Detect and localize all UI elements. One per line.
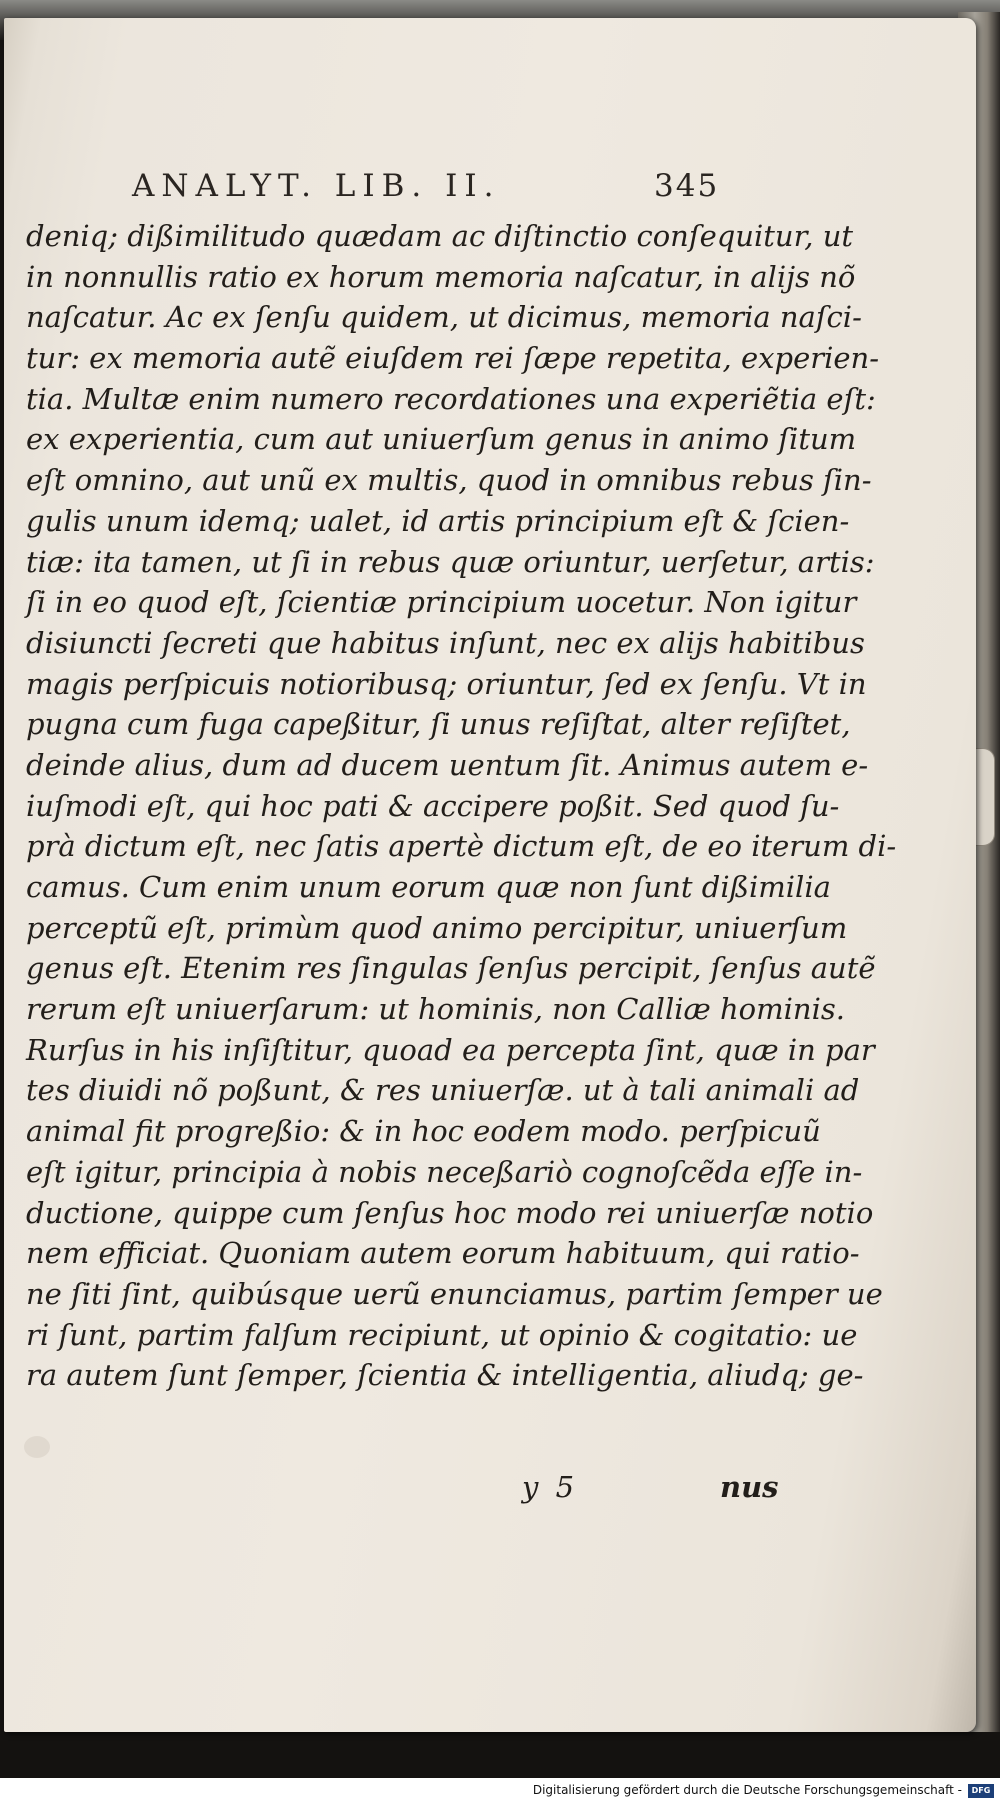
text-line: ne ſiti ſint, quibúsque uerũ enunciamus, partim ſemper ue [26,1276,883,1311]
text-line: ri ſunt, partim falſum recipiunt, ut opinio & cogitatio: ue [26,1317,858,1352]
book-page [4,18,976,1732]
text-line: deinde alius, dum ad ducem uentum ſit. Animus autem e- [26,747,869,782]
text-line: tur: ex memoria autẽ eiuſdem rei ſæpe repetita, experien- [26,341,880,376]
text-line: tia. Multæ enim numero recordationes una experiẽtia eſt: [26,381,876,416]
text-line: ra autem ſunt ſemper, ſcientia & intelligentia, aliudq; ge- [26,1358,864,1393]
body-text [26,216,897,1396]
text-line: gulis unum idemq; ualet, id artis principium eſt & ſcien- [26,503,850,538]
text-line: in nonnullis ratio ex horum memoria naſcatur, in alijs nõ [26,259,856,294]
text-line: prà dictum eſt, nec ſatis apertè dictum eſt, de eo iterum di- [26,829,897,864]
text-line: naſcatur. Ac ex ſenſu quidem, ut dicimus, memoria naſci- [26,300,862,335]
text-line: pugna cum fuga capeßitur, ſi unus reſiſtat, alter reſiſtet, [26,707,851,742]
running-title: ANALYT. LIB. II. [132,168,501,204]
text-line: rerum eſt uniuerſarum: ut hominis, non Calliæ hominis. [26,992,845,1027]
text-line: ductione, quippe cum ſenſus hoc modo rei uniuerſæ notio [26,1195,874,1230]
text-line: ex experientia, cum aut uniuerſum genus in animo ſitum [26,422,857,457]
text-line: deniq; dißimilitudo quædam ac diſtinctio conſequitur, ut [26,219,854,253]
text-line: animal fit progreßio: & in hoc eodem modo. perſpicuũ [26,1114,821,1149]
catchword: nus [720,1470,779,1504]
text-line: tes diuidi nõ poßunt, & res uniuerſæ. ut à tali animali ad [26,1073,860,1108]
paper-stain [24,1436,50,1458]
text-line: magis perſpicuis notioribusq; oriuntur, ſed ex ſenſu. Vt in [26,666,867,701]
text-line: tiæ: ita tamen, ut ſi in rebus quæ oriuntur, uerſetur, artis: [26,544,875,579]
footer-line [4,1470,976,1510]
page-number: 345 [654,168,720,204]
text-line: Rurſus in his inſiſtitur, quoad ea percepta ſint, quæ in par [26,1032,875,1067]
text-line: iuſmodi eſt, qui hoc pati & accipere poßit. Sed quod ſu- [26,788,840,823]
page-header [4,168,976,214]
signature-mark: y 5 [522,1470,579,1504]
text-line: perceptũ eſt, primùm quod animo percipitur, uniuerſum [26,910,848,945]
digitization-note: Digitalisierung gefördert durch die Deutsche Forschungsgemeinschaft - [532,1783,962,1797]
text-line: disiuncti ſecreti que habitus inſunt, nec ex alijs habitibus [26,625,865,660]
text-line: ſi in eo quod eſt, ſcientiæ principium uocetur. Non igitur [26,585,857,620]
dfg-logo-icon: DFG [968,1784,994,1798]
text-line: genus eſt. Etenim res ſingulas ſenſus percipit, ſenſus autẽ [26,951,876,986]
text-line: camus. Cum enim unum eorum quæ non ſunt dißimilia [26,870,831,904]
text-line: eſt igitur, principia à nobis neceßariò cognoſcẽda eſſe in- [26,1154,863,1189]
digitization-footer [0,1778,1000,1805]
text-line: nem efficiat. Quoniam autem eorum habituum, qui ratio- [26,1236,860,1271]
text-line: eſt omnino, aut unũ ex multis, quod in omnibus rebus ſin- [26,463,872,498]
